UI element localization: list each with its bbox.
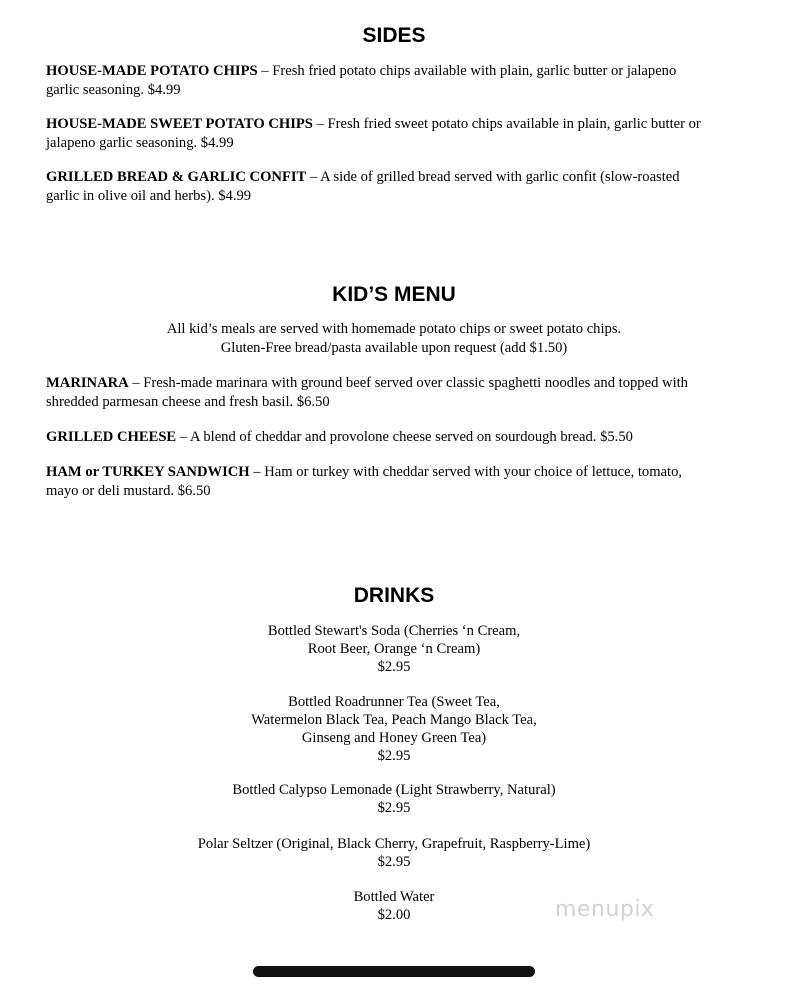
drink-line: Bottled Water — [353, 889, 435, 905]
menu-item — [46, 428, 746, 447]
menu-item — [46, 374, 746, 412]
sides-title: SIDES — [362, 24, 426, 47]
item-description-cont: mayo or deli mustard. $6.50 — [46, 483, 211, 499]
home-indicator-bar[interactable] — [253, 966, 535, 977]
item-description-cont: jalapeno garlic seasoning. $4.99 — [46, 135, 234, 151]
item-separator: – — [176, 429, 190, 445]
item-description: Fresh-made marinara with ground beef served over classic spaghetti noodles and topped with — [143, 375, 688, 391]
drink-price: $2.95 — [377, 659, 411, 675]
item-description: Ham or turkey with cheddar served with your choice of lettuce, tomato, — [264, 464, 683, 480]
item-description: A blend of cheddar and provolone cheese served on sourdough bread. $5.50 — [189, 429, 633, 445]
drink-item — [0, 693, 788, 765]
item-separator: – — [249, 464, 265, 480]
drink-line: Watermelon Black Tea, Peach Mango Black Tea, — [251, 712, 537, 728]
item-separator: – — [306, 169, 321, 185]
drink-item — [0, 888, 788, 924]
item-name: GRILLED CHEESE — [46, 429, 177, 445]
menu-item — [46, 168, 746, 206]
drink-item — [0, 622, 788, 676]
drink-price: $2.95 — [377, 800, 411, 816]
drink-price: $2.00 — [377, 907, 411, 923]
menu-item — [46, 62, 746, 100]
kids-note: All kid’s meals are served with homemade potato chips or sweet potato chips. — [166, 321, 622, 337]
watermark-logo: menupix — [555, 897, 655, 922]
drink-item — [0, 781, 788, 817]
item-description: Fresh fried sweet potato chips available in plain, garlic butter or — [327, 116, 701, 132]
menu-item — [46, 463, 746, 501]
item-name: HOUSE-MADE SWEET POTATO CHIPS — [46, 116, 313, 132]
drink-line: Bottled Roadrunner Tea (Sweet Tea, — [288, 694, 500, 710]
drink-line: Ginseng and Honey Green Tea) — [301, 730, 487, 746]
item-separator: – — [128, 375, 144, 391]
drink-price: $2.95 — [377, 854, 411, 870]
drink-line: Bottled Stewart's Soda (Cherries ‘n Cream, — [267, 623, 521, 639]
drinks-title: DRINKS — [353, 584, 435, 607]
item-description-cont: garlic seasoning. $4.99 — [46, 82, 181, 98]
item-description-cont: garlic in olive oil and herbs). $4.99 — [46, 188, 252, 204]
drink-price: $2.95 — [377, 748, 411, 764]
drink-item — [0, 835, 788, 871]
kids-note: Gluten-Free bread/pasta available upon request (add $1.50) — [220, 340, 568, 356]
drink-line: Polar Seltzer (Original, Black Cherry, Grapefruit, Raspberry-Lime) — [197, 836, 591, 852]
drink-line: Bottled Calypso Lemonade (Light Strawberry, Natural) — [232, 782, 556, 798]
item-separator: – — [312, 116, 328, 132]
item-name: MARINARA — [46, 375, 129, 391]
item-name: HOUSE-MADE POTATO CHIPS — [46, 63, 258, 79]
drink-line: Root Beer, Orange ‘n Cream) — [307, 641, 481, 657]
item-description: Fresh fried potato chips available with plain, garlic butter or jalapeno — [272, 63, 677, 79]
kids-menu-title: KID’S MENU — [332, 283, 456, 306]
menu-item — [46, 115, 746, 153]
item-name: HAM or TURKEY SANDWICH — [46, 464, 250, 480]
item-description-cont: shredded parmesan cheese and fresh basil. $6.50 — [46, 394, 330, 410]
item-separator: – — [257, 63, 273, 79]
item-name: GRILLED BREAD & GARLIC CONFIT — [46, 169, 307, 185]
item-description: A side of grilled bread served with garlic confit (slow-roasted — [320, 169, 680, 185]
